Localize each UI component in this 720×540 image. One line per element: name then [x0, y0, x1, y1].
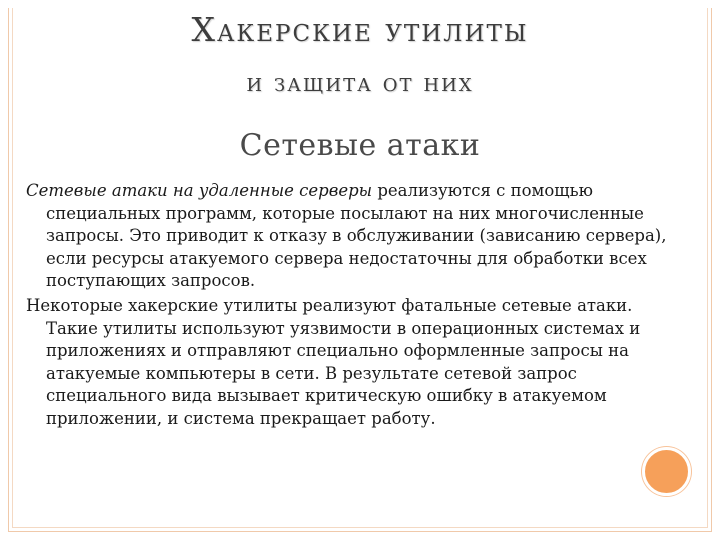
decorative-orange-circle	[642, 447, 691, 496]
paragraph-fatal-attacks: Некоторые хакерские утилиты реализуют фатальные сетевые атаки. Такие утилиты используют уязвимости в операционных системах и приложениях и отправляют специально оформленные запросы на атакуемые компьютеры в сети. В результате сетевой запрос специального вида вызывает критическую ошибку в атакуемом приложении, и система прекращает работу.	[26, 295, 641, 428]
paragraph-1-emphasis: Сетевые атаки на удаленные серверы	[26, 181, 373, 200]
slide-body	[26, 180, 688, 431]
paragraph-1-text: реализуются с помощью специальных программ, которые посылают на них многочисленные запросы. Это приводит к отказу в обслуживании (зависанию сервера), если ресурсы атакуемого сервера недостаточны для обработки всех поступающих запросов.	[46, 181, 667, 291]
paragraph-network-attacks	[26, 180, 688, 293]
slide-title-line-2: и защита от них	[246, 68, 474, 97]
slide-subtitle: Сетевые атаки	[239, 128, 481, 163]
slide-title-line-1: Хакерские утилиты	[191, 10, 529, 49]
